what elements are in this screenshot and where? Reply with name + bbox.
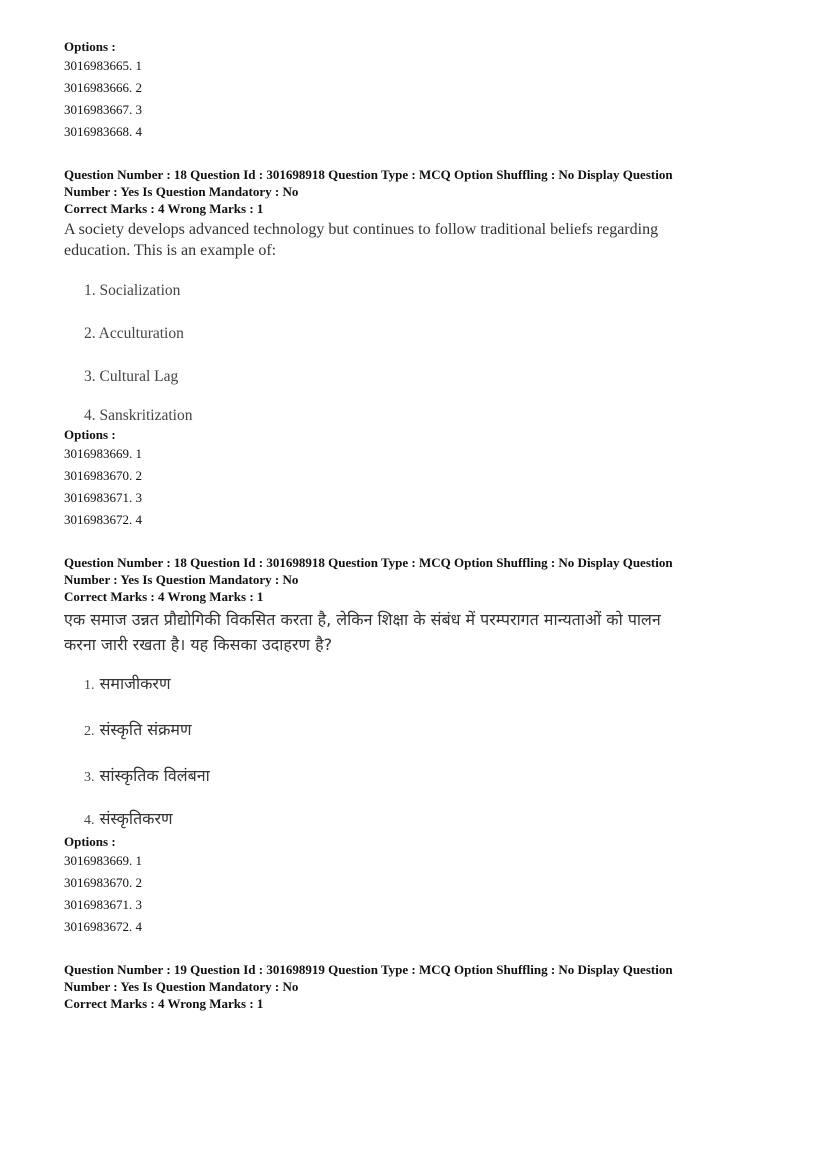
answer-choice: 1. Socialization — [84, 282, 181, 299]
question-header: Question Number : 18 Question Id : 301698918 Question Type : MCQ Option Shuffling : No Display Question — [64, 167, 673, 182]
option-item: 3016983670. 2 — [64, 875, 142, 890]
document-page — [64, 38, 764, 1012]
question-marks: Correct Marks : 4 Wrong Marks : 1 — [64, 996, 264, 1011]
spacer — [64, 938, 764, 961]
option-item: 3016983665. 1 — [64, 58, 142, 73]
options-label: Options : — [64, 427, 116, 442]
question-marks: Correct Marks : 4 Wrong Marks : 1 — [64, 589, 264, 604]
choice-number: 2. — [84, 724, 95, 739]
question-18-hindi — [64, 554, 764, 938]
question-header: Question Number : 18 Question Id : 301698918 Question Type : MCQ Option Shuffling : No Display Question — [64, 555, 673, 570]
option-item: 3016983672. 4 — [64, 512, 142, 527]
option-item: 3016983667. 3 — [64, 102, 142, 117]
question-18-english — [64, 166, 764, 531]
option-item: 3016983672. 4 — [64, 919, 142, 934]
question-header: Number : Yes Is Question Mandatory : No — [64, 184, 299, 199]
options-label: Options : — [64, 834, 116, 849]
option-item: 3016983669. 1 — [64, 853, 142, 868]
spacer — [64, 531, 764, 554]
question-header: Question Number : 19 Question Id : 301698919 Question Type : MCQ Option Shuffling : No Display Question — [64, 962, 673, 977]
choice-text: सांस्कृतिक विलंबना — [99, 766, 210, 785]
choice-number: 3. — [84, 770, 95, 785]
question-text-line: एक समाज उन्नत प्रौद्योगिकी विकसित करता है, लेकिन शिक्षा के संबंध में परम्परागत मान्यताओं को पालन — [64, 610, 661, 629]
option-item: 3016983669. 1 — [64, 446, 142, 461]
choice-number: 1. — [84, 678, 95, 693]
option-item: 3016983668. 4 — [64, 124, 142, 139]
top-options-block — [64, 38, 764, 143]
question-header: Number : Yes Is Question Mandatory : No — [64, 979, 299, 994]
answer-choice: 2. Acculturation — [84, 325, 184, 342]
option-item: 3016983671. 3 — [64, 897, 142, 912]
question-marks: Correct Marks : 4 Wrong Marks : 1 — [64, 201, 264, 216]
option-item: 3016983670. 2 — [64, 468, 142, 483]
choice-text: संस्कृतिकरण — [99, 809, 173, 828]
question-header: Number : Yes Is Question Mandatory : No — [64, 572, 299, 587]
question-19 — [64, 961, 764, 1012]
question-text-line: A society develops advanced technology but continues to follow traditional beliefs regarding — [64, 221, 659, 238]
option-item: 3016983666. 2 — [64, 80, 142, 95]
options-label: Options : — [64, 39, 116, 54]
choice-number: 4. — [84, 813, 95, 828]
choice-text: समाजीकरण — [99, 674, 171, 693]
answer-choice — [64, 661, 764, 707]
question-text-line: education. This is an example of: — [64, 242, 277, 259]
question-text — [64, 607, 764, 657]
choice-text: संस्कृति संक्रमण — [99, 720, 192, 739]
answer-choice — [64, 753, 764, 799]
answer-choice: 4. Sanskritization — [84, 407, 193, 424]
option-item: 3016983671. 3 — [64, 490, 142, 505]
answer-choice — [64, 707, 764, 753]
question-text-line: करना जारी रखता है। यह किसका उदाहरण है? — [64, 635, 333, 654]
spacer — [64, 143, 764, 166]
question-text — [64, 219, 764, 261]
answer-choice: 3. Cultural Lag — [84, 368, 179, 385]
answer-choice — [64, 799, 764, 833]
